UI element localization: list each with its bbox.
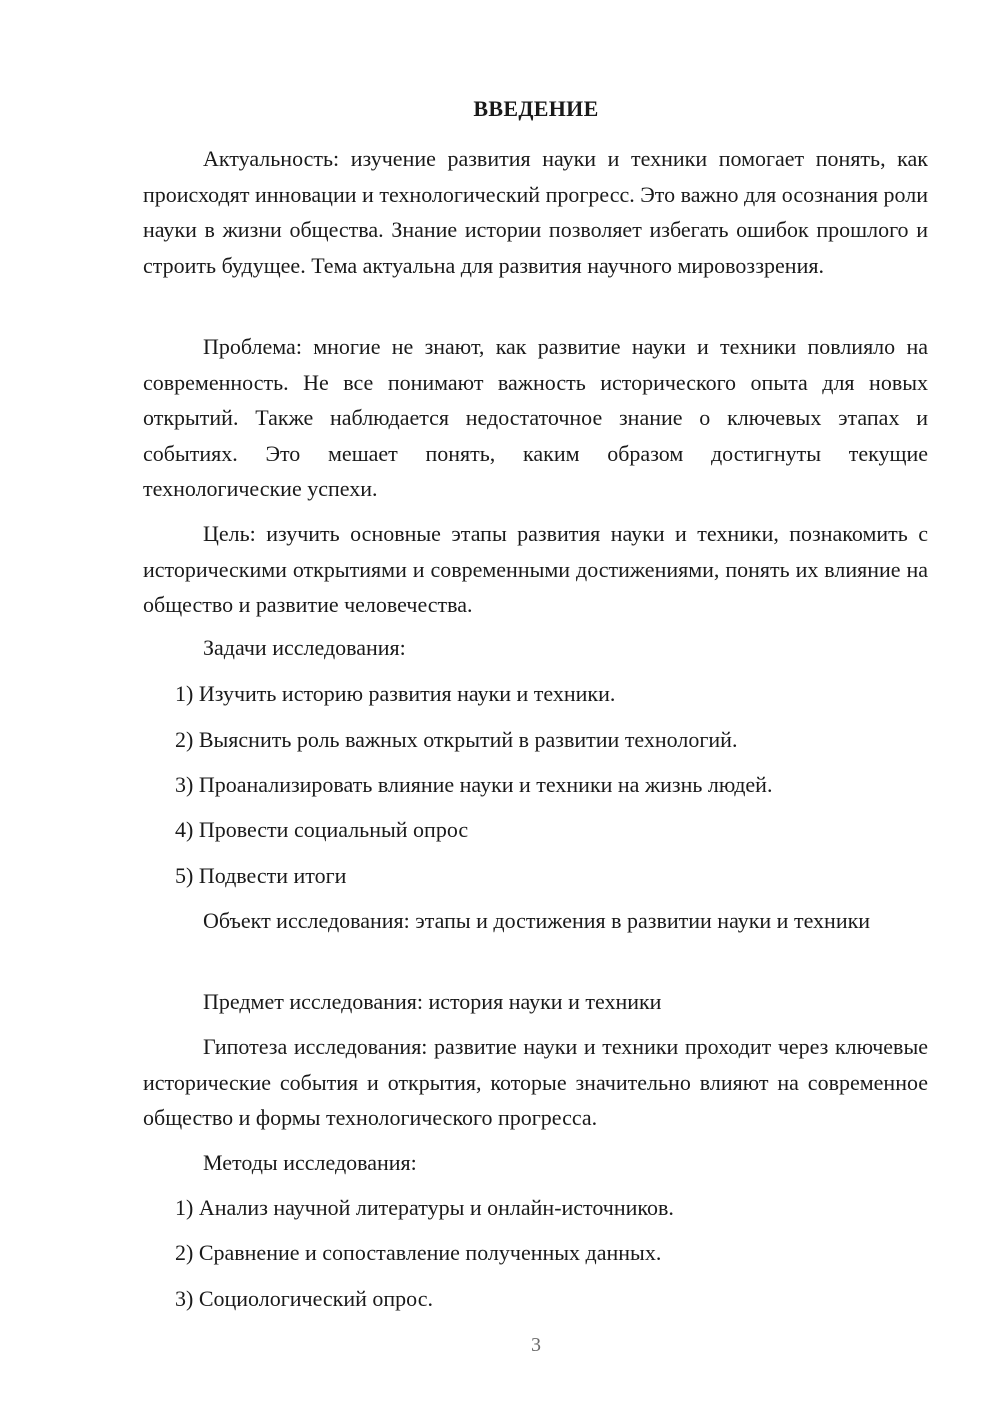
section-title: ВВЕДЕНИЕ: [473, 96, 599, 121]
methods-item-3-block: [143, 1281, 928, 1317]
relevance-paragraph: Актуальность: изучение развития науки и техники помогает понять, как происходят инновации и технологический прогресс. Это важно для осознания роли науки в жизни общества. Знание истории позволяет избегать ошибок прошлого и строить будущее. Тема актуальна для развития научного мировоззрения.: [143, 146, 928, 278]
relevance-block: [143, 141, 928, 283]
task-item: 1) Изучить историю развития науки и техники.: [175, 681, 616, 706]
method-item: 1) Анализ научной литературы и онлайн-источников.: [175, 1195, 674, 1220]
methods-heading-block: [143, 1145, 928, 1181]
problem-block: [143, 329, 928, 507]
method-item: 3) Социологический опрос.: [175, 1286, 433, 1311]
page-number: 3: [531, 1334, 541, 1356]
subject-paragraph: Предмет исследования: история науки и техники: [203, 989, 662, 1014]
tasks-item-2-block: [143, 722, 928, 758]
methods-heading: Методы исследования:: [203, 1150, 417, 1175]
object-block: [143, 903, 928, 939]
object-paragraph: Объект исследования: этапы и достижения в развитии науки и техники: [203, 908, 871, 933]
hypothesis-paragraph: Гипотеза исследования: развитие науки и техники проходит через ключевые исторические события и открытия, которые значительно влияют на современное общество и формы технологического прогресса.: [143, 1034, 928, 1130]
tasks-item-5-block: [143, 858, 928, 894]
tasks-heading: Задачи исследования:: [203, 635, 406, 660]
tasks-item-3-block: [143, 767, 928, 803]
task-item: 3) Проанализировать влияние науки и техники на жизнь людей.: [175, 772, 773, 797]
goal-paragraph: Цель: изучить основные этапы развития науки и техники, познакомить с историческими открытиями и современными достижениями, понять их влияние на общество и развитие человечества.: [143, 521, 928, 617]
problem-paragraph: Проблема: многие не знают, как развитие науки и техники повлияло на современность. Не все понимают важность исторического опыта для новых открытий. Также наблюдается недостаточное знание о ключевых этапах и событиях. Это мешает понять, каким образом достигнуты текущие технологические успехи.: [143, 334, 928, 501]
tasks-item-4-block: [143, 812, 928, 848]
task-item: 2) Выяснить роль важных открытий в развитии технологий.: [175, 727, 738, 752]
task-item: 4) Провести социальный опрос: [175, 817, 469, 842]
methods-item-1-block: [143, 1190, 928, 1226]
hypothesis-block: [143, 1029, 928, 1136]
method-item: 2) Сравнение и сопоставление полученных данных.: [175, 1240, 662, 1265]
subject-block: [143, 984, 928, 1020]
task-item: 5) Подвести итоги: [175, 863, 347, 888]
tasks-heading-block: [143, 630, 928, 666]
goal-block: [143, 516, 928, 623]
methods-item-2-block: [143, 1235, 928, 1271]
tasks-item-1-block: [143, 676, 928, 712]
